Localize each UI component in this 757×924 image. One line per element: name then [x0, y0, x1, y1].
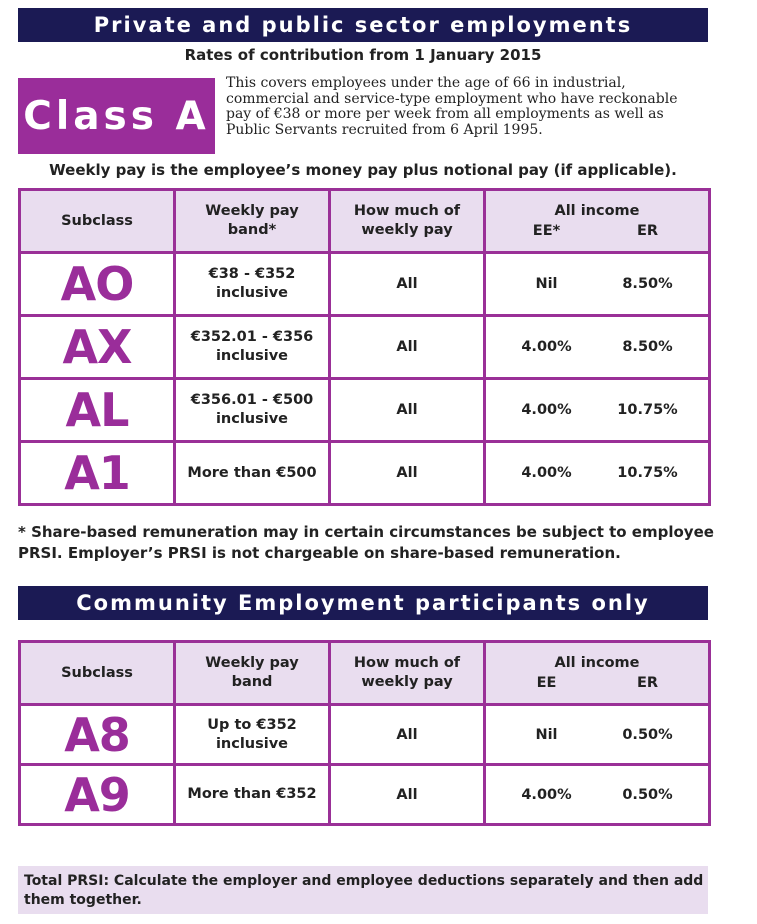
header-er: ER	[636, 223, 659, 239]
class-description-line: This covers employees under the age of 66 in industrial,	[226, 75, 626, 91]
table-row	[20, 253, 710, 316]
subclass-code: A1	[64, 446, 130, 500]
weekly-pay-portion: All	[396, 339, 418, 355]
weekly-pay-portion: All	[396, 726, 418, 743]
total-prsi-note	[18, 866, 708, 914]
table-row	[20, 442, 710, 505]
total-prsi-line: Total PRSI: Calculate the employer and employee deductions separately and then add	[24, 873, 704, 889]
header-line: band	[231, 674, 273, 690]
er-rate: 10.75%	[617, 402, 678, 418]
header-ee: EE	[536, 675, 557, 691]
table-header-row	[20, 642, 710, 705]
header-line: weekly pay	[361, 222, 453, 238]
header-all-income	[485, 190, 710, 253]
table-row	[20, 705, 710, 765]
ee-rate: Nil	[535, 726, 558, 743]
er-rate: 10.75%	[617, 465, 678, 481]
header-how-much	[330, 190, 485, 253]
subclass-code: AL	[65, 383, 129, 437]
pay-band: inclusive	[215, 348, 289, 364]
header-all-income	[485, 642, 710, 705]
weekly-pay-note: Weekly pay is the employee’s money pay plus notional pay (if applicable).	[49, 161, 677, 179]
class-a-rates-table	[18, 188, 711, 506]
subclass-code: AO	[60, 257, 134, 311]
er-rate: 8.50%	[622, 339, 673, 355]
class-description	[226, 76, 706, 138]
header-weekly-pay-band	[175, 642, 330, 705]
header-line: Weekly pay	[205, 655, 299, 671]
footnote-line: PRSI. Employer’s PRSI is not chargeable on share-based remuneration.	[18, 544, 621, 562]
header-weekly-pay-band	[175, 190, 330, 253]
section-banner-private-public: Private and public sector employments	[18, 8, 708, 42]
pay-band: €38 - €352 inclusive	[208, 266, 296, 301]
community-employment-rates-table	[18, 640, 711, 826]
header-income-label: All income	[554, 203, 640, 219]
class-a-label: Class A	[18, 78, 215, 154]
header-line: How much of	[353, 655, 461, 671]
table-row	[20, 316, 710, 379]
subclass-code: A8	[64, 707, 130, 762]
header-line: Weekly pay	[205, 203, 299, 219]
class-description-line: commercial and service-type employment who have reckonable	[226, 90, 678, 107]
er-rate: 8.50%	[622, 276, 673, 292]
header-how-much	[330, 642, 485, 705]
class-description-line: Public Servants recruited from 6 April 1995.	[226, 121, 543, 138]
table-row	[20, 765, 710, 825]
weekly-pay-portion: All	[396, 402, 418, 418]
header-income-label: All income	[554, 655, 640, 671]
subclass-code: A9	[64, 767, 130, 822]
pay-band: Up to €352	[207, 716, 297, 733]
footnote-line: * Share-based remuneration may in certain circumstances be subject to employee	[18, 523, 714, 541]
pay-band: More than €352	[187, 786, 317, 802]
er-rate: 0.50%	[622, 726, 673, 743]
subclass-code: AX	[62, 320, 132, 374]
weekly-pay-portion: All	[396, 276, 418, 292]
ee-rate: 4.00%	[521, 465, 572, 481]
share-based-footnote	[18, 522, 718, 564]
er-rate: 0.50%	[622, 786, 673, 803]
section-banner-community-employment: Community Employment participants only	[18, 586, 708, 620]
ee-rate: Nil	[535, 276, 558, 292]
header-subclass: Subclass	[20, 190, 175, 253]
pay-band: inclusive	[215, 735, 289, 752]
ee-rate: 4.00%	[521, 402, 572, 418]
ee-rate: 4.00%	[521, 339, 572, 355]
pay-band: €356.01 - €500	[190, 392, 314, 408]
header-er: ER	[636, 675, 659, 691]
header-subclass: Subclass	[20, 642, 175, 705]
table-row	[20, 379, 710, 442]
table-header-row	[20, 190, 710, 253]
ee-rate: 4.00%	[521, 786, 572, 803]
header-line: How much of	[353, 203, 461, 219]
weekly-pay-portion: All	[396, 786, 418, 803]
header-ee: EE*	[532, 223, 561, 239]
header-line: weekly pay	[361, 674, 453, 690]
header-line: band*	[227, 222, 277, 238]
pay-band: More than €500	[187, 464, 317, 481]
rates-subtitle: Rates of contribution from 1 January 2015	[184, 46, 542, 64]
pay-band: €352.01 - €356	[190, 329, 314, 345]
pay-band: inclusive	[215, 411, 289, 427]
weekly-pay-portion: All	[396, 465, 418, 481]
total-prsi-line: them together.	[24, 892, 142, 908]
class-description-line: pay of €38 or more per week from all employments as well as	[226, 106, 664, 122]
